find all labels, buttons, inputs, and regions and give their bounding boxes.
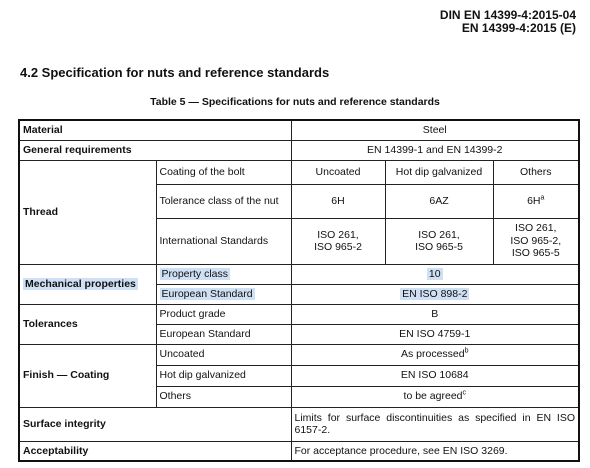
surface-integrity-value: Limits for surface discontinuities as specified in EN ISO 6157-2. — [291, 407, 579, 441]
mechanical-european-value: EN ISO 898-2 — [402, 287, 468, 300]
standards-others-line2: ISO 965-2, — [510, 234, 562, 247]
tolerance-uncoated: 6H — [291, 184, 385, 218]
mechanical-properties-label: Mechanical properties — [25, 277, 136, 290]
standard-designation-en: EN 14399-4:2015 (E) — [461, 21, 576, 35]
tolerance-class-label: Tolerance class of the nut — [156, 184, 291, 218]
acceptability-value: For acceptance procedure, see EN ISO 3269. — [291, 441, 579, 461]
table-row — [19, 160, 579, 184]
international-standards-label: International Standards — [156, 218, 291, 264]
finish-uncoated-value: As processed — [401, 348, 465, 361]
standards-others — [493, 218, 579, 264]
standards-others-line1: ISO 261, — [515, 222, 557, 235]
table-row — [19, 140, 579, 160]
mechanical-european-cell-value — [291, 284, 579, 304]
document-header — [440, 9, 576, 35]
standards-hot-dip-line2: ISO 965-5 — [415, 241, 463, 253]
mechanical-european-label: European Standard — [161, 287, 253, 300]
section-title: 4.2 Specification for nuts and reference standards — [20, 65, 330, 80]
material-label: Material — [19, 120, 291, 140]
property-class-label: Property class — [161, 267, 229, 280]
table-row — [19, 304, 579, 324]
table-row — [19, 441, 579, 461]
product-grade-value: B — [291, 304, 579, 324]
table-caption: Table 5 — Specifications for nuts and reference standards — [150, 96, 440, 108]
coating-uncoated: Uncoated — [291, 160, 385, 184]
footnote-a: a — [540, 194, 545, 202]
table-row — [19, 344, 579, 365]
table-row — [19, 264, 579, 284]
tolerances-european-value: EN ISO 4759-1 — [291, 324, 579, 344]
property-class-value: 10 — [428, 267, 441, 280]
property-class-cell-value — [291, 264, 579, 284]
tolerance-hot-dip: 6AZ — [385, 184, 493, 218]
standards-uncoated-line2: ISO 965-2 — [314, 241, 362, 253]
property-class-cell — [156, 264, 291, 284]
table-row — [19, 407, 579, 441]
footnote-b: b — [464, 347, 469, 355]
specification-table — [18, 119, 580, 462]
standards-uncoated — [291, 218, 385, 264]
tolerances-european-label: European Standard — [156, 324, 291, 344]
finish-uncoated-label: Uncoated — [156, 344, 291, 365]
coating-hot-dip: Hot dip galvanized — [385, 160, 493, 184]
thread-label: Thread — [19, 160, 156, 264]
tolerances-label: Tolerances — [19, 304, 156, 344]
product-grade-label: Product grade — [156, 304, 291, 324]
footnote-c: c — [462, 389, 466, 397]
standards-others-line3: ISO 965-5 — [511, 247, 560, 260]
mechanical-european-cell — [156, 284, 291, 304]
general-requirements-value: EN 14399-1 and EN 14399-2 — [291, 140, 579, 160]
tolerance-others-value: 6H — [527, 194, 541, 207]
finish-coating-label: Finish — Coating — [19, 344, 156, 407]
tolerance-others — [493, 184, 579, 218]
standards-hot-dip-line1: ISO 261, — [418, 228, 460, 241]
standard-designation-din: DIN EN 14399-4:2015-04 — [439, 8, 576, 22]
finish-hot-dip-label: Hot dip galvanized — [156, 365, 291, 386]
standards-hot-dip — [385, 218, 493, 264]
surface-integrity-label: Surface integrity — [19, 407, 291, 441]
material-value: Steel — [291, 120, 579, 140]
coating-others: Others — [493, 160, 579, 184]
finish-hot-dip-value: EN ISO 10684 — [291, 365, 579, 386]
coating-of-bolt-label: Coating of the bolt — [156, 160, 291, 184]
general-requirements-label: General requirements — [19, 140, 291, 160]
finish-others-label: Others — [156, 386, 291, 407]
finish-others-value: to be agreed — [403, 390, 463, 403]
standards-uncoated-line1: ISO 261, — [317, 228, 359, 241]
finish-others-cell — [291, 386, 579, 407]
table-row — [19, 120, 579, 140]
acceptability-label: Acceptability — [19, 441, 291, 461]
finish-uncoated-cell — [291, 344, 579, 365]
mechanical-properties-cell — [19, 264, 156, 304]
